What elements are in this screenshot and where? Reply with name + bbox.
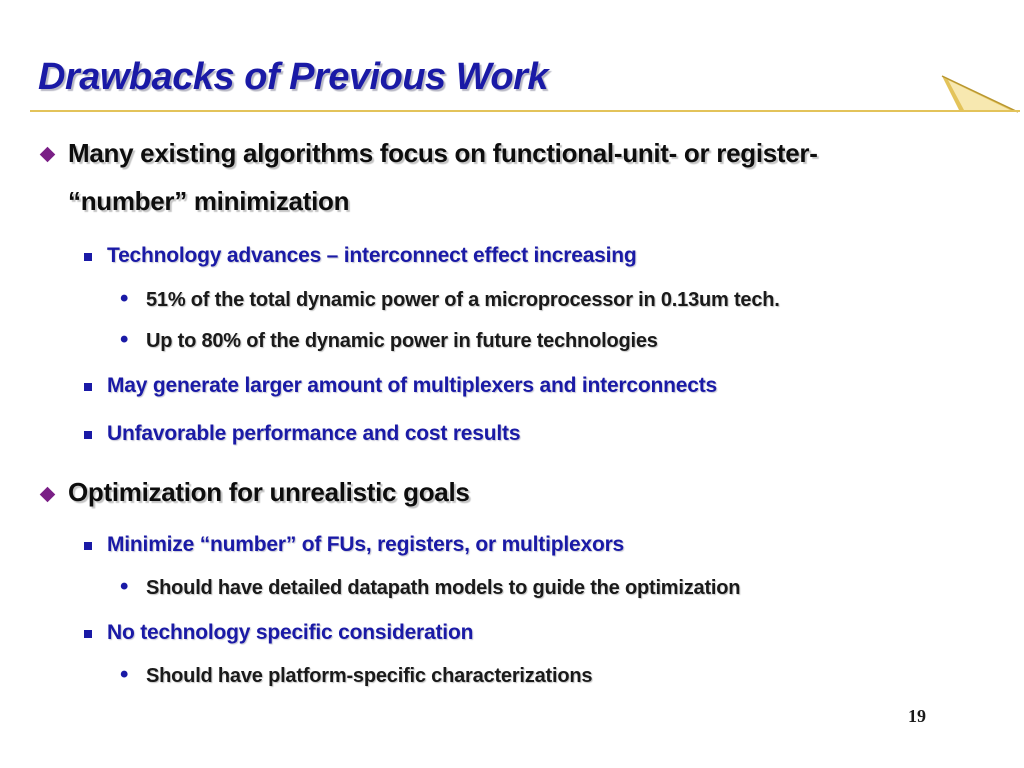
sub-bullet-text: No technology specific consideration — [107, 621, 474, 644]
round-bullet-icon: • — [120, 326, 129, 353]
round-bullet-icon: • — [120, 573, 129, 600]
page-number: 19 — [908, 706, 926, 726]
title-underline — [30, 110, 1020, 112]
round-bullet-icon: • — [120, 285, 129, 312]
square-bullet-icon — [84, 431, 92, 439]
sub-sub-bullet-text: Should have detailed datapath models to guide the optimization — [146, 577, 741, 599]
sub-sub-bullet-text: Should have platform-specific characterizations — [146, 665, 593, 687]
sub-bullet-text: Technology advances – interconnect effect increasing — [107, 244, 637, 267]
round-bullet-icon: • — [120, 661, 129, 688]
square-bullet-icon — [84, 253, 92, 261]
square-bullet-icon — [84, 542, 92, 550]
slide-title: Drawbacks of Previous Work — [38, 56, 549, 98]
sub-bullet-text: Unfavorable performance and cost results — [107, 422, 521, 445]
bullet-text: Optimization for unrealistic goals — [68, 477, 470, 507]
square-bullet-icon — [84, 630, 92, 638]
sub-bullet-text: May generate larger amount of multiplexers and interconnects — [107, 374, 717, 397]
bullet-text: Many existing algorithms focus on functional-unit- or register- — [68, 138, 818, 168]
sub-sub-bullet-text: Up to 80% of the dynamic power in future technologies — [146, 330, 658, 352]
diamond-bullet-icon — [40, 487, 56, 503]
sub-sub-bullet-text: 51% of the total dynamic power of a microprocessor in 0.13um tech. — [146, 289, 780, 311]
bullet-text-continued: “number” minimization — [68, 186, 350, 216]
sub-bullet-text: Minimize “number” of FUs, registers, or multiplexors — [107, 533, 625, 556]
square-bullet-icon — [84, 383, 92, 391]
diamond-bullet-icon — [40, 147, 56, 163]
